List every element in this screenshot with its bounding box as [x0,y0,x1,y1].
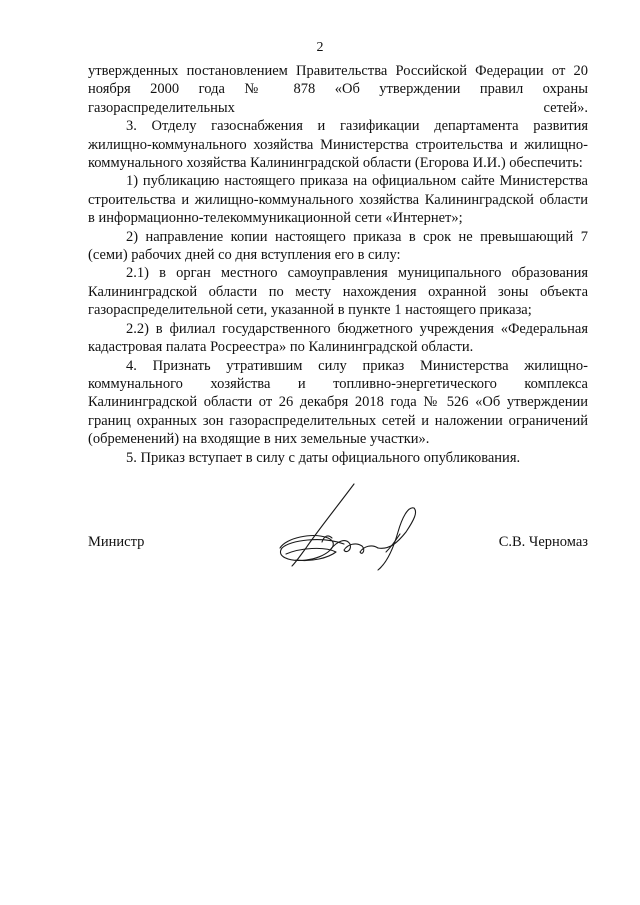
signer-name: С.В. Черномаз [498,534,588,550]
paragraph-3-1: 1) публикацию настоящего приказа на официальном сайте Министерства строительства и жилищно-коммунального хозяйства Калининградской области в информационно-телекоммуникационной сети «Интернет»; [88,173,588,227]
signer-role: Министр [88,534,145,550]
paragraph-intro: утвержденных постановлением Правительства Российской Федерации от 20 ноября 2000 года № 878 «Об утверждении правил охраны газораспределительных сетей». [88,63,588,116]
paragraph-4: 4. Признать утратившим силу приказ Министерства жилищно-коммунального хозяйства и топливно-энергетического комплекса Калининградской области от 26 декабря 2018 года № 526 «Об утверждении границ охранных зон газораспределительных сетей и наложении ограничений (обременений) на входящие в них земельные участки». [88,357,588,448]
handwritten-signature [266,478,436,578]
page-number: 2 [316,40,324,55]
signature-block [88,533,588,553]
paragraph-5: 5. Приказ вступает в силу с даты официального опубликования. [126,449,521,466]
document-body [88,62,588,467]
paragraph-3-2: 2) направление копии настоящего приказа в срок не превышающий 7 (семи) рабочих дней со дня вступления его в силу: [88,228,588,264]
paragraph-3: 3. Отделу газоснабжения и газификации департамента развития жилищно-коммунального хозяйства Министерства строительства и жилищно-коммунального хозяйства Калининградской области (Егорова И.И.) обеспечить: [88,118,588,172]
paragraph-3-2-1: 2.1) в орган местного самоуправления муниципального образования Калининградской области по месту нахождения охранной зоны объекта газораспределительной сети, указанной в пункте 1 настоящего приказа; [88,265,588,319]
paragraph-3-2-2: 2.2) в филиал государственного бюджетного учреждения «Федеральная кадастровая палата Росреестра» по Калининградской области. [88,320,588,356]
